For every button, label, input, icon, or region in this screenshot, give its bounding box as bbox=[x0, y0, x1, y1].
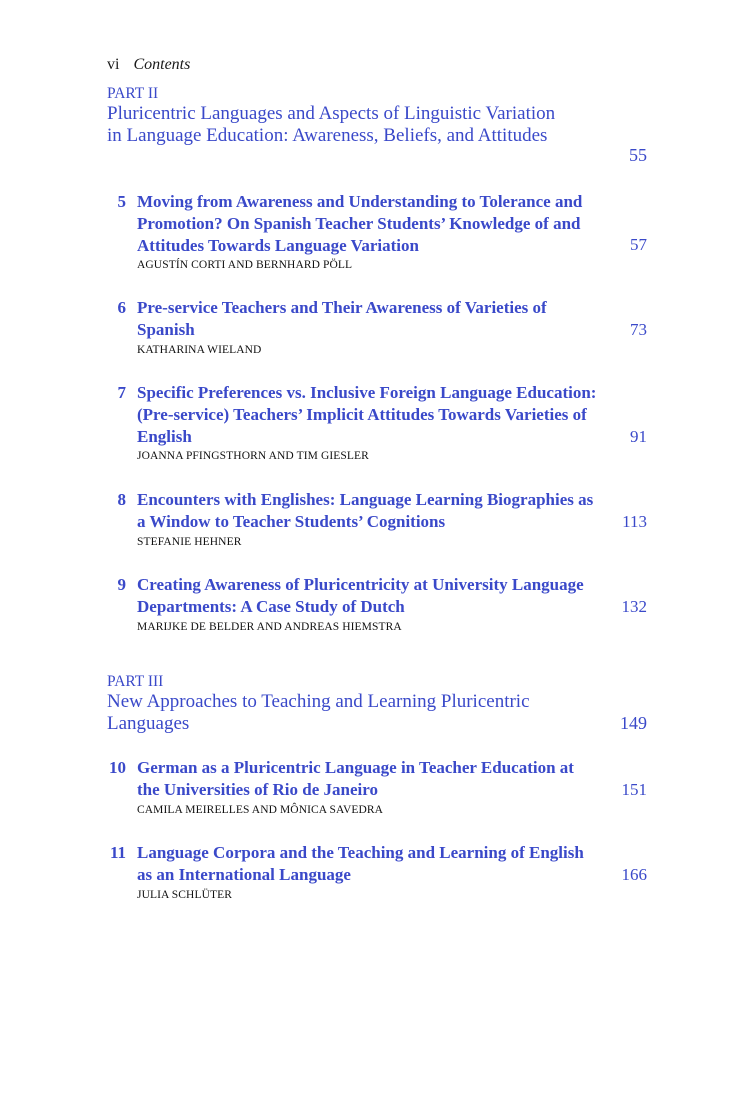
chapter-title: German as a Pluricentric Language in Teacher Education at the Universities of Rio de Janeiro bbox=[137, 758, 574, 799]
toc-chapter-5[interactable] bbox=[107, 191, 647, 271]
part-page-number: 149 bbox=[620, 713, 647, 733]
running-head bbox=[107, 56, 190, 74]
part-title: New Approaches to Teaching and Learning Pluricentric Languages bbox=[107, 691, 530, 734]
part-3-heading[interactable] bbox=[107, 672, 647, 734]
chapter-title: Moving from Awareness and Understanding to Tolerance and Promotion? On Spanish Teacher Students’ Knowledge of and Attitudes Towards Language Variation bbox=[137, 192, 583, 255]
chapter-page-number: 73 bbox=[630, 320, 647, 339]
chapter-authors: KATHARINA WIELAND bbox=[137, 343, 262, 356]
chapter-title: Creating Awareness of Pluricentricity at University Language Departments: A Case Study of Dutch bbox=[137, 575, 584, 616]
chapter-authors: JULIA SCHLÜTER bbox=[137, 888, 233, 901]
chapter-page-number: 151 bbox=[621, 780, 647, 799]
chapter-authors: AGUSTÍN CORTI AND BERNHARD PÖLL bbox=[137, 259, 353, 272]
chapter-authors: STEFANIE HEHNER bbox=[137, 535, 242, 548]
chapter-page-number: 113 bbox=[622, 512, 647, 531]
chapter-authors: MARIJKE DE BELDER AND ANDREAS HIEMSTRA bbox=[137, 620, 402, 633]
chapter-title: Specific Preferences vs. Inclusive Foreign Language Education: (Pre-service) Teachers’ Implicit Attitudes Towards Varieties of English bbox=[137, 383, 597, 446]
chapter-title: Encounters with Englishes: Language Learning Biographies as a Window to Teacher Students’ Cognitions bbox=[137, 490, 594, 531]
chapter-number: 10 bbox=[109, 758, 126, 777]
chapter-number: 5 bbox=[117, 192, 126, 211]
running-head-label: Contents bbox=[133, 56, 191, 73]
chapter-title: Pre-service Teachers and Their Awareness of Varieties of Spanish bbox=[137, 298, 547, 339]
toc-chapter-6[interactable] bbox=[107, 297, 647, 356]
chapter-title: Language Corpora and the Teaching and Learning of English as an International Language bbox=[137, 843, 584, 884]
toc-chapter-9[interactable] bbox=[107, 574, 647, 633]
part-label: PART II bbox=[107, 85, 159, 102]
part-label: PART III bbox=[107, 673, 164, 690]
part-title: Pluricentric Languages and Aspects of Linguistic Variation in Language Education: Awareness, Beliefs, and Attitudes bbox=[107, 103, 556, 146]
chapter-number: 8 bbox=[117, 490, 126, 509]
part-page-number: 55 bbox=[629, 145, 647, 165]
toc-chapter-8[interactable] bbox=[107, 489, 647, 548]
chapter-page-number: 57 bbox=[630, 235, 647, 254]
page-folio: vi bbox=[107, 56, 120, 73]
chapter-number: 11 bbox=[109, 843, 126, 862]
chapter-number: 7 bbox=[117, 383, 126, 402]
part-2-heading[interactable] bbox=[107, 84, 647, 165]
chapter-page-number: 91 bbox=[630, 427, 647, 446]
toc-chapter-7[interactable] bbox=[107, 382, 647, 462]
chapter-number: 6 bbox=[117, 298, 126, 317]
toc-chapter-11[interactable] bbox=[107, 842, 647, 901]
chapter-number: 9 bbox=[117, 575, 126, 594]
toc-chapter-10[interactable] bbox=[107, 757, 647, 816]
chapter-page-number: 132 bbox=[621, 597, 647, 616]
chapter-page-number: 166 bbox=[621, 865, 647, 884]
chapter-authors: CAMILA MEIRELLES AND MÔNICA SAVEDRA bbox=[137, 803, 384, 816]
chapter-authors: JOANNA PFINGSTHORN AND TIM GIESLER bbox=[137, 450, 369, 463]
